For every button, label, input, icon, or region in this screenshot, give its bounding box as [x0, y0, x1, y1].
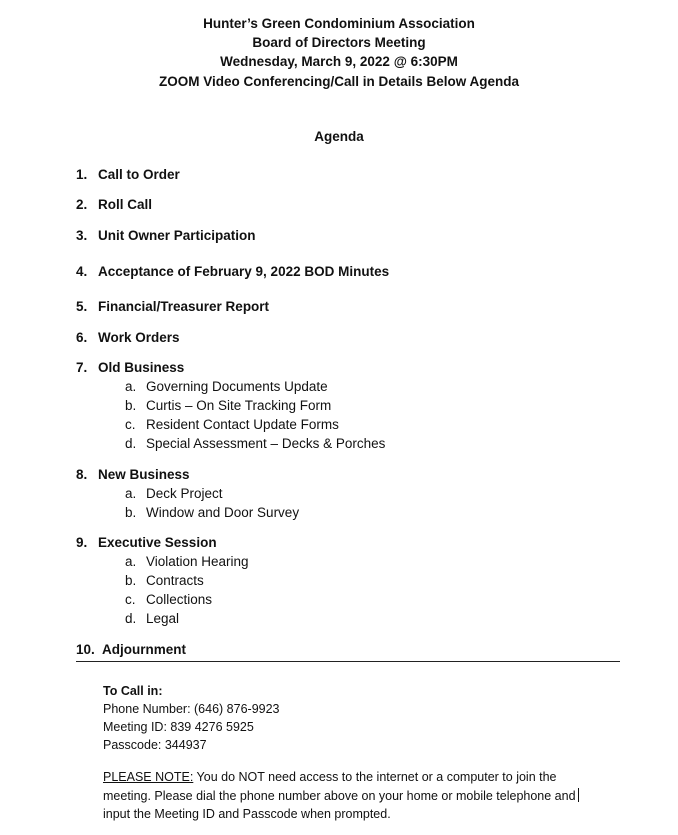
- agenda-item: [76, 228, 256, 243]
- sub-item: [125, 398, 331, 413]
- item-label: Call to Order: [98, 167, 180, 182]
- text-cursor: [578, 788, 579, 802]
- item-number: 3.: [76, 228, 88, 243]
- sub-item-letter: a.: [125, 554, 137, 569]
- item-label: Roll Call: [98, 197, 153, 212]
- sub-item: [125, 611, 179, 626]
- item-number: 9.: [76, 535, 88, 550]
- sub-item: [125, 554, 249, 569]
- sub-item-letter: c.: [125, 417, 136, 432]
- agenda-item: [76, 330, 180, 345]
- agenda-item: [76, 197, 152, 212]
- sub-item: [125, 486, 223, 501]
- item-number: 4.: [76, 264, 88, 279]
- sub-item-label: Violation Hearing: [146, 554, 249, 569]
- sub-item-label: Legal: [146, 611, 180, 626]
- sub-item-label: Resident Contact Update Forms: [146, 417, 339, 432]
- sub-item-label: Curtis – On Site Tracking Form: [146, 398, 332, 413]
- sub-item-label: Window and Door Survey: [146, 505, 300, 520]
- item-label: Unit Owner Participation: [98, 228, 256, 243]
- sub-item-letter: b.: [125, 398, 137, 413]
- divider-line: [76, 661, 620, 662]
- item-number: 2.: [76, 197, 88, 212]
- agenda-item: [76, 167, 180, 182]
- agenda-item: [76, 467, 190, 482]
- sub-item-letter: a.: [125, 486, 137, 501]
- sub-item: [125, 505, 299, 520]
- item-label: Financial/Treasurer Report: [98, 299, 270, 314]
- sub-item: [125, 379, 328, 394]
- sub-item-letter: d.: [125, 611, 137, 626]
- sub-item-letter: b.: [125, 573, 137, 588]
- sub-item-letter: b.: [125, 505, 137, 520]
- sub-item: [125, 592, 212, 607]
- item-label: Acceptance of February 9, 2022 BOD Minutes: [98, 264, 390, 279]
- item-number: 7.: [76, 360, 88, 375]
- please-note: [103, 768, 618, 824]
- sub-item-label: Deck Project: [146, 486, 223, 501]
- item-number: 5.: [76, 299, 88, 314]
- sub-item: [125, 573, 204, 588]
- sub-item-letter: a.: [125, 379, 137, 394]
- note-line-3: input the Meeting ID and Passcode when prompted.: [103, 807, 391, 821]
- agenda-item: [76, 299, 269, 314]
- note-line-2: meeting. Please dial the phone number above on your home or mobile telephone and: [103, 788, 576, 803]
- sub-item-label: Collections: [146, 592, 213, 607]
- agenda-item: [76, 360, 184, 375]
- item-label: New Business: [98, 467, 190, 482]
- sub-item-letter: d.: [125, 436, 137, 451]
- sub-item: [125, 436, 385, 451]
- agenda-item: [76, 642, 186, 657]
- document-header: [0, 14, 678, 91]
- note-label: PLEASE NOTE:: [103, 770, 194, 784]
- passcode: Passcode: 344937: [103, 738, 207, 752]
- meeting-date: Wednesday, March 9, 2022 @ 6:30PM: [220, 54, 458, 70]
- item-label: Executive Session: [98, 535, 217, 550]
- call-in-title: To Call in:: [103, 684, 163, 698]
- sub-item-label: Governing Documents Update: [146, 379, 328, 394]
- sub-item-label: Special Assessment – Decks & Porches: [146, 436, 386, 451]
- item-label: Work Orders: [98, 330, 180, 345]
- meeting-format: ZOOM Video Conferencing/Call in Details Below Agenda: [158, 73, 520, 89]
- item-number: 6.: [76, 330, 88, 345]
- note-line-1: You do NOT need access to the internet or a computer to join the: [193, 770, 557, 784]
- phone-number: Phone Number: (646) 876-9923: [103, 702, 280, 716]
- sub-item: [125, 417, 339, 432]
- agenda-item: [76, 535, 217, 550]
- meeting-id: Meeting ID: 839 4276 5925: [103, 720, 254, 734]
- meeting-name: Board of Directors Meeting: [252, 35, 426, 51]
- association-name: Hunter’s Green Condominium Association: [203, 16, 475, 31]
- item-number: 8.: [76, 467, 88, 482]
- sub-item-label: Contracts: [146, 573, 204, 588]
- sub-item-letter: c.: [125, 592, 136, 607]
- agenda-title: Agenda: [314, 129, 364, 144]
- item-label: Adjournment: [102, 642, 186, 657]
- item-label: Old Business: [98, 360, 185, 375]
- call-in-details: [103, 682, 280, 754]
- item-number: 10.: [76, 642, 95, 657]
- item-number: 1.: [76, 167, 88, 182]
- agenda-item: [76, 264, 389, 279]
